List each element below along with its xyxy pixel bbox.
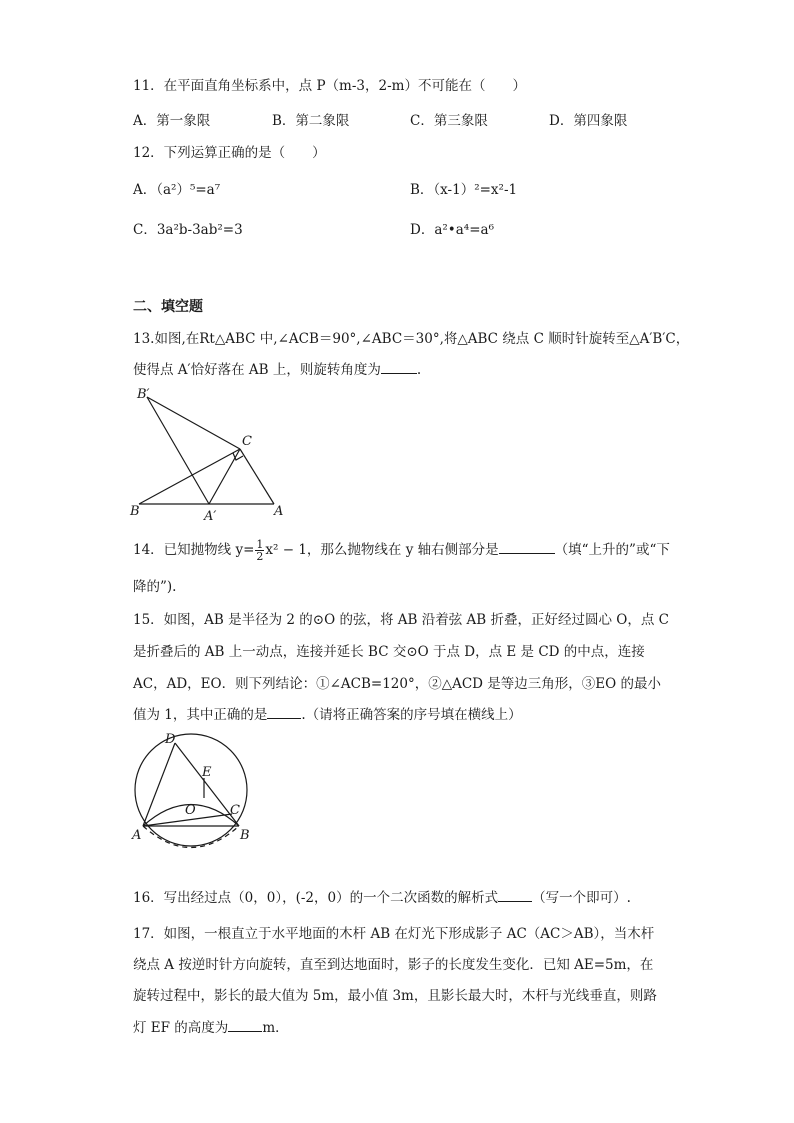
q15-figure bbox=[125, 728, 265, 868]
q14-line1-text: 14．已知抛物线 y= bbox=[133, 542, 255, 558]
q17-line4 bbox=[133, 1016, 289, 1036]
q14-line1 bbox=[133, 538, 670, 562]
q16-line1-text: 16．写出经过点（0，0），(-2，0）的一个二次函数的解析式 bbox=[133, 890, 499, 906]
fraction-half bbox=[255, 539, 264, 562]
q13-line2-end: . bbox=[416, 362, 422, 378]
section-title: 二、填空题 bbox=[133, 299, 203, 315]
q13-figure bbox=[125, 385, 295, 525]
q11-option-a: A．第一象限 bbox=[133, 113, 211, 129]
q16-line1 bbox=[133, 886, 631, 906]
q12-option-b: B．（x-1）²=x²-1 bbox=[410, 182, 518, 198]
q12-stem: 12．下列运算正确的是（ ） bbox=[133, 145, 326, 161]
q16-line1-end: （写一个即可）. bbox=[532, 890, 631, 906]
label-a-prime: A′ bbox=[204, 509, 217, 524]
q15-line4-text: 值为 1，其中正确的是 bbox=[133, 707, 268, 723]
q12-option-a: A．（a²）⁵=a⁷ bbox=[133, 182, 221, 198]
q17-line2: 绕点 A 按逆时针方向旋转，直至到达地面时，影子的长度发生变化．已知 AE=5m，在 bbox=[133, 957, 654, 973]
answer-blank[interactable] bbox=[228, 1019, 262, 1032]
fraction-denominator: 2 bbox=[256, 550, 264, 563]
q14-line2: 降的”). bbox=[133, 579, 177, 595]
label-a: A bbox=[274, 504, 284, 519]
label-b: B bbox=[240, 828, 250, 843]
label-o: O bbox=[185, 803, 196, 818]
q11-option-c: C．第三象限 bbox=[410, 113, 488, 129]
label-c: C bbox=[242, 434, 252, 449]
label-b: B bbox=[130, 504, 140, 519]
q14-line1-mid: x² − 1，那么抛物线在 y 轴右侧部分是 bbox=[265, 542, 499, 558]
q13-line2-text: 使得点 A′恰好落在 AB 上，则旋转角度为 bbox=[133, 362, 381, 378]
label-c: C bbox=[230, 803, 240, 818]
q11-option-b: B．第二象限 bbox=[272, 113, 350, 129]
q15-line3: AC，AD，EO．则下列结论：①∠ACB=120°，②△ACD 是等边三角形，③EO 的最小 bbox=[133, 676, 662, 692]
q17-line4-text: 灯 EF 的高度为 bbox=[133, 1020, 229, 1036]
q12-option-c: C．3a²b-3ab²=3 bbox=[133, 222, 243, 238]
answer-blank[interactable] bbox=[381, 361, 417, 374]
q15-line2: 是折叠后的 AB 上一动点，连接并延长 BC 交⊙O 于点 D，点 E 是 CD 的中点，连接 bbox=[133, 644, 645, 660]
fraction-numerator: 1 bbox=[256, 538, 264, 551]
q17-line1: 17．如图，一根直立于水平地面的木杆 AB 在灯光下形成影子 AC（AC＞AB），当木杆 bbox=[133, 926, 655, 942]
q11-stem: 11．在平面直角坐标系中，点 P（m-3，2-m）不可能在（ ） bbox=[133, 78, 526, 94]
label-d: D bbox=[165, 732, 176, 747]
q15-line1: 15．如图，AB 是半径为 2 的⊙O 的弦，将 AB 沿着弦 AB 折叠，正好经过圆心 O，点 C bbox=[133, 612, 669, 628]
q14-line1-end: （填“上升的”或“下 bbox=[554, 542, 670, 558]
q15-line4 bbox=[133, 703, 522, 723]
q13-line2 bbox=[133, 358, 421, 378]
q15-line4-end: .（请将正确答案的序号填在横线上） bbox=[301, 707, 522, 723]
q11-option-d: D．第四象限 bbox=[549, 113, 628, 129]
label-b-prime: B′ bbox=[137, 387, 150, 402]
label-e: E bbox=[202, 765, 212, 780]
q12-option-d: D．a²•a⁴=a⁶ bbox=[410, 222, 494, 238]
answer-blank[interactable] bbox=[499, 541, 555, 554]
q13-line1: 13.如图,在Rt△ABC 中,∠ACB＝90°,∠ABC＝30°,将△ABC 绕点 C 顺时针旋转至△A′B′C， bbox=[133, 331, 690, 347]
answer-blank[interactable] bbox=[267, 706, 301, 719]
q17-line3: 旋转过程中，影长的最大值为 5m，最小值 3m，且影长最大时，木杆与光线垂直，则路 bbox=[133, 988, 657, 1004]
label-a: A bbox=[132, 828, 142, 843]
q17-line4-end: m． bbox=[262, 1020, 289, 1036]
answer-blank[interactable] bbox=[498, 889, 532, 902]
